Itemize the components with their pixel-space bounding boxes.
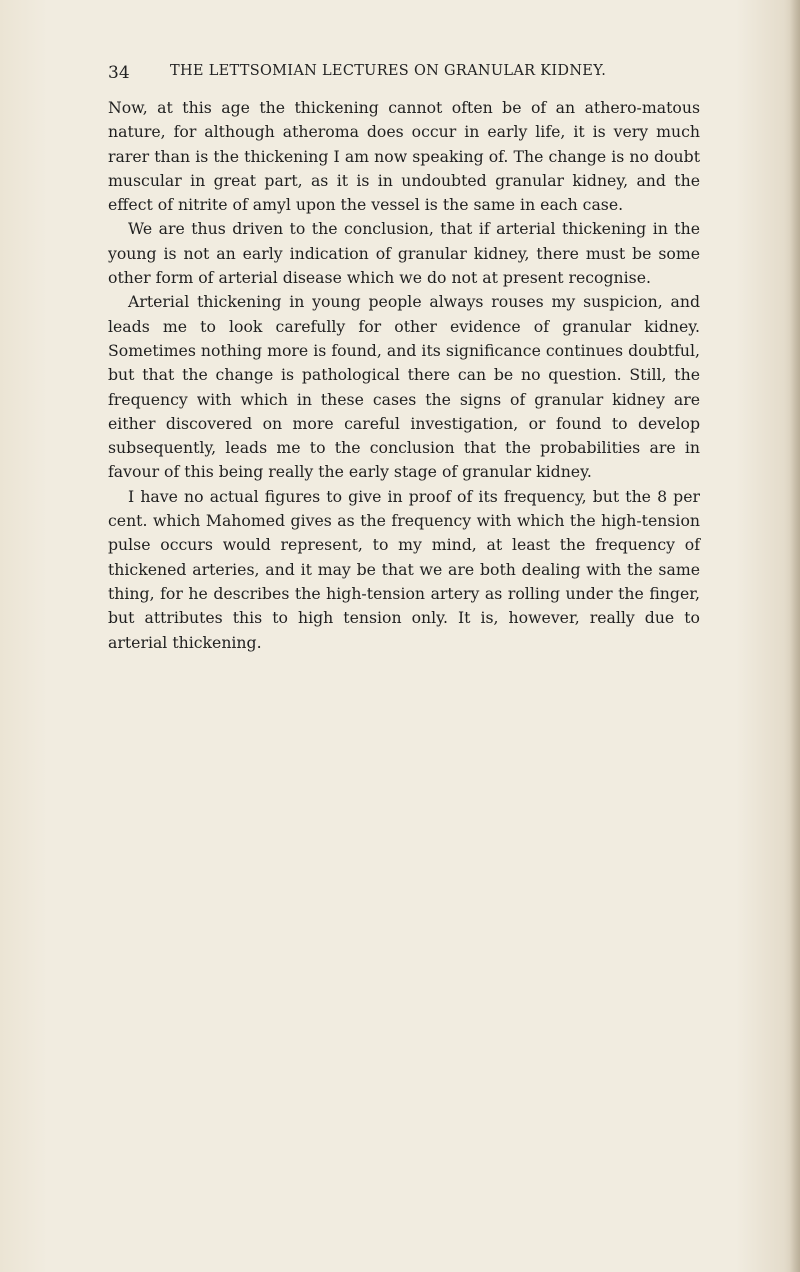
page-header xyxy=(108,63,698,87)
page-number: 34 xyxy=(108,63,130,83)
paragraph-4: I have no actual figures to give in proof of its frequency, but the 8 per cent. which Mahomed gives as the frequency with which the high-tension pulse occurs would represent, to my mind, at least the frequency of thickened arteries, and it may be that we are both dealing with the same thing, for he describes the high-tension artery as rolling under the finger, but attributes this to high tension only. It is, however, really due to arterial thickening. xyxy=(108,486,700,652)
running-title: THE LETTSOMIAN LECTURES ON GRANULAR KIDNEY. xyxy=(170,63,607,79)
paragraph-2: We are thus driven to the conclusion, that if arterial thickening in the young is not an early indication of granular kidney, there must be some other form of arterial disease which we do not at present recognise. xyxy=(108,219,700,288)
paragraph-1: Now, at this age the thickening cannot often be of an athero-matous nature, for although atheroma does occur in early life, it is very much rarer than is the thickening I am now speaking of. The change is no doubt muscular in great part, as it is in undoubted granular kidney, and the effect of nitrite of amyl upon the vessel is the same in each case. xyxy=(108,98,700,215)
page-edge-shadow xyxy=(790,0,800,1272)
paragraph-3: Arterial thickening in young people always rouses my suspicion, and leads me to look carefully for other evidence of granular kidney. Sometimes nothing more is found, and its significance continues doubtful, but that the change is pathological there can be no question. Still, the frequency with which in these cases the signs of granular kidney are either discovered on more careful investigation, or found to develop subsequently, leads me to the conclusion that the probabilities are in favour of this being really the early stage of granular kidney. xyxy=(108,292,700,482)
body-text xyxy=(108,96,700,655)
